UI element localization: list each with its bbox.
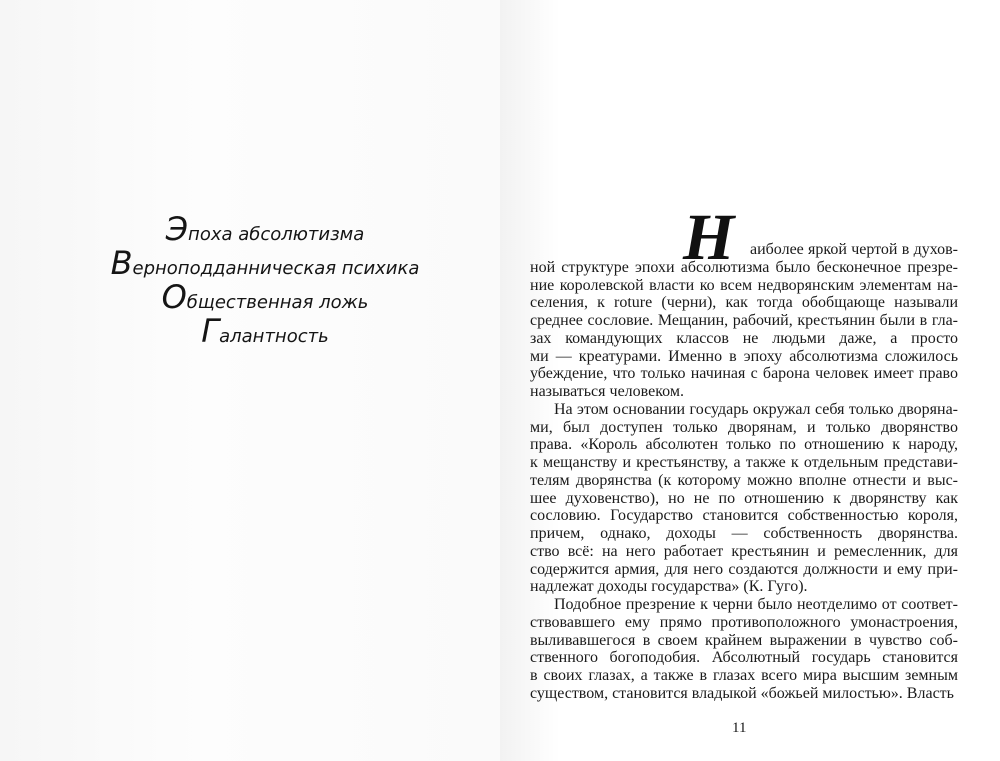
heading-text: алантность xyxy=(219,326,329,347)
heading-line xyxy=(100,212,430,246)
heading-initial: О xyxy=(161,278,187,316)
heading-text: ерноподданническая психика xyxy=(132,258,420,279)
text-line: шее духовенство), но не по отношению к дворянству как xyxy=(530,489,958,507)
page-number: 11 xyxy=(732,720,747,736)
text-line: существом, становится владыкой «божьей милостью». Власть xyxy=(530,684,954,702)
heading-text: бщественная ложь xyxy=(186,292,369,313)
text-line: ми — креатурами. Именно в эпоху абсолютизма сложилось xyxy=(530,347,958,365)
text-line: ство всё: на него работает крестьянин и ремесленник, для xyxy=(530,542,958,560)
text-line: сословию. Государство становится собственностью короля, xyxy=(530,507,958,525)
text-line: селения, к roture (черни), как тогда обобщающе называли xyxy=(530,294,958,312)
text-line: называться человеком. xyxy=(530,383,684,400)
text-line: к мещанству и крестьянству, а также к отдельным представи- xyxy=(530,454,958,471)
text-line: причем, однако, доходы — собственность дворянства. xyxy=(530,525,958,542)
text-line: убеждение, что только начиная с барона человек имеет право xyxy=(530,365,958,383)
heading-initial: Э xyxy=(165,210,189,248)
text-line: надлежат доходы государства» (К. Гуго). xyxy=(530,578,808,596)
text-line: зах командующих классов не людьми даже, а просто xyxy=(530,329,958,347)
heading-line xyxy=(100,314,430,348)
heading-line xyxy=(100,246,430,280)
chapter-headings xyxy=(100,212,430,348)
heading-initial: Г xyxy=(201,312,220,350)
text-line: содержится армия, для него создаются должности и ему при- xyxy=(530,560,958,578)
text-line: телям дворянства (к которому можно вполне отнести и выс- xyxy=(530,471,958,489)
text-line: Подобное презрение к черни было неотделимо от соответ- xyxy=(554,596,958,613)
text-line: ствовавшего ему прямо противоположного умонастроения, xyxy=(530,613,958,631)
heading-line xyxy=(100,280,430,314)
text-line: ственного богоподобия. Абсолютный государь становится xyxy=(530,649,958,667)
text-line: На этом основании государь окружал себя только дворяна- xyxy=(554,400,958,418)
text-line: ние королевской власти ко всем недворянским элементам на- xyxy=(530,276,958,294)
text-line: выливавшегося в своем крайнем выражении в чувство соб- xyxy=(530,631,958,649)
text-line: ми, был доступен только дворянам, и только дворянство xyxy=(530,418,958,436)
heading-text: поха абсолютизма xyxy=(188,224,365,245)
text-line: ной структуре эпохи абсолютизма было бесконечное презре- xyxy=(530,258,958,276)
text-line: аиболее яркой чертой в духов- xyxy=(750,241,958,258)
heading-initial: В xyxy=(110,244,133,282)
text-line: права. «Король абсолютен только по отношению к народу, xyxy=(530,436,958,454)
text-line: в своих глазах, а также в глазах всего мира высшим земным xyxy=(530,667,958,684)
text-line: среднее сословие. Мещанин, рабочий, крестьянин были в гла- xyxy=(530,312,958,329)
drop-cap: Н xyxy=(683,201,735,274)
body-text xyxy=(530,241,958,703)
